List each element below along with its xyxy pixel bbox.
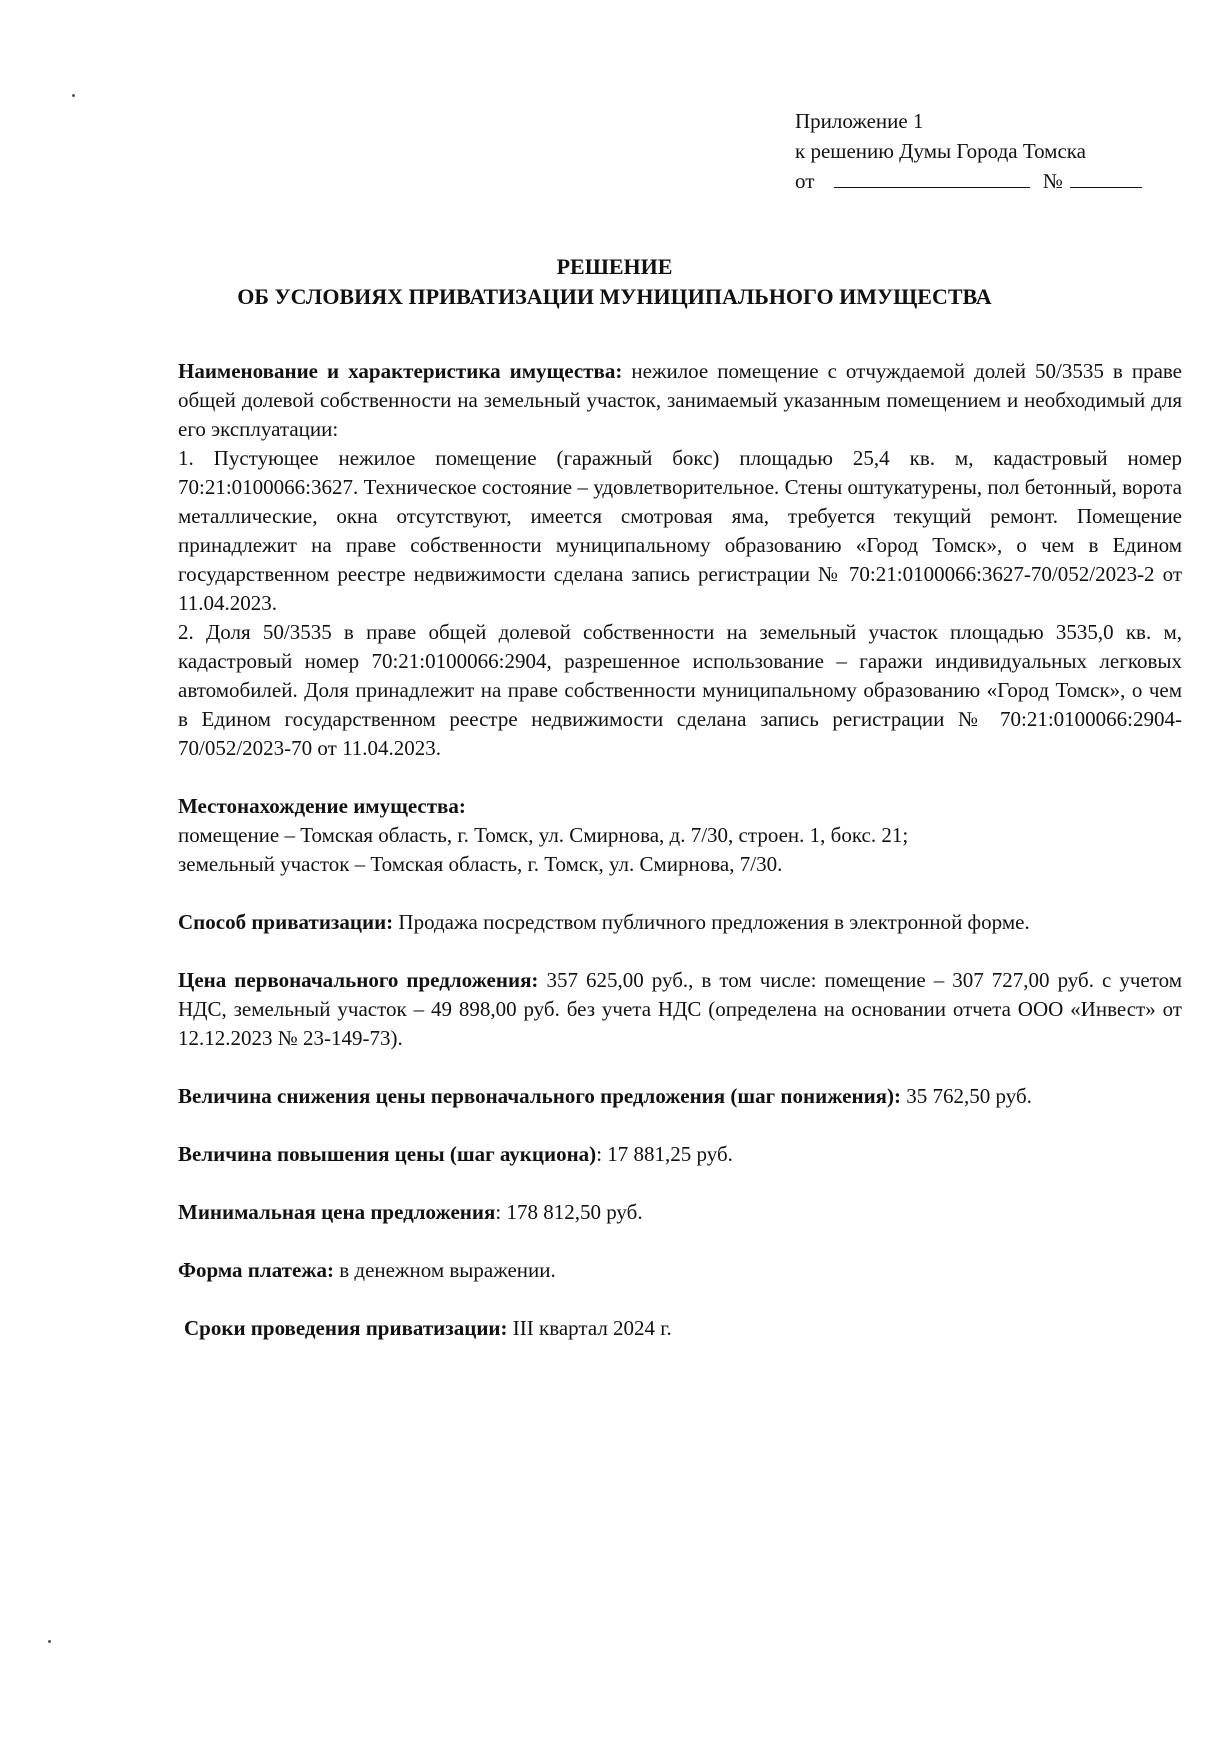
scan-speck — [48, 1640, 51, 1643]
property-intro-text: нежилое помещение с отчуждаемой долей 50/3535 в праве общей долевой собственности на земельный участок, занимаемый указанным помещением и необходимый для его эксплуатации: — [178, 359, 1182, 441]
title-line-1: РЕШЕНИЕ — [556, 254, 673, 279]
from-label: от — [795, 169, 815, 193]
terms-label: Сроки проведения приватизации: — [184, 1316, 508, 1340]
document-body — [178, 357, 1182, 1343]
scan-speck — [72, 94, 75, 97]
location-line-2: земельный участок – Томская область, г. Томск, ул. Смирнова, 7/30. — [178, 852, 783, 876]
appendix-date-line — [795, 166, 1142, 196]
terms-paragraph — [184, 1314, 1182, 1343]
reduction-paragraph — [178, 1082, 1182, 1111]
number-blank — [1070, 167, 1142, 188]
appendix-line: к решению Думы Города Томска — [795, 139, 1086, 163]
date-blank — [834, 167, 1030, 188]
property-item-2: 2. Доля 50/3535 в праве общей долевой собственности на земельный участок площадью 3535,0 кв. м, кадастровый номер 70:21:0100066:2904, разрешенное использование – гаражи индивидуальных легковых автомобилей. Доля принадлежит на праве собственности муниципальному образованию «Город Томск», о чем в Едином государственном реестре недвижимости сделана запись регистрации № 70:21:0100066:2904-70/052/2023-70 от 11.04.2023. — [178, 620, 1182, 760]
minimum-label: Минимальная цена предложения — [178, 1200, 496, 1224]
payment-paragraph — [178, 1256, 1182, 1285]
increase-label: Величина повышения цены (шаг аукциона) — [178, 1142, 597, 1166]
payment-text: в денежном выражении. — [334, 1258, 556, 1282]
reduction-label: Величина снижения цены первоначального предложения (шаг понижения): — [178, 1084, 902, 1108]
increase-text: : 17 881,25 руб. — [596, 1142, 733, 1166]
property-intro — [178, 357, 1182, 444]
minimum-text: : 178 812,50 руб. — [495, 1200, 643, 1224]
minimum-paragraph — [178, 1198, 1182, 1227]
number-label: № — [1042, 169, 1063, 193]
property-item-1: 1. Пустующее нежилое помещение (гаражный бокс) площадью 25,4 кв. м, кадастровый номер 70:21:0100066:3627. Техническое состояние – удовлетворительное. Стены оштукатурены, пол бетонный, ворота металлические, окна отсутствуют, имеется смотровая яма, требуется текущий ремонт. Помещение принадлежит на праве собственности муниципальному образованию «Город Томск», о чем в Едином государственном реестре недвижимости сделана запись регистрации № 70:21:0100066:3627-70/052/2023-2 от 11.04.2023. — [178, 446, 1182, 615]
title-line-2: ОБ УСЛОВИЯХ ПРИВАТИЗАЦИИ МУНИЦИПАЛЬНОГО ИМУЩЕСТВА — [237, 284, 992, 309]
method-paragraph — [178, 908, 1182, 937]
terms-text: III квартал 2024 г. — [507, 1316, 672, 1340]
property-label: Наименование и характеристика имущества: — [178, 359, 623, 383]
increase-paragraph — [178, 1140, 1182, 1169]
reduction-text: 35 762,50 руб. — [901, 1084, 1032, 1108]
location-label: Местонахождение имущества: — [178, 794, 466, 818]
price-label: Цена первоначального предложения: — [178, 968, 539, 992]
appendix-line: Приложение 1 — [795, 109, 924, 133]
document-title — [0, 252, 1229, 312]
method-text: Продажа посредством публичного предложения в электронной форме. — [393, 910, 1030, 934]
price-paragraph — [178, 966, 1182, 1053]
appendix-block — [795, 106, 1142, 196]
payment-label: Форма платежа: — [178, 1258, 335, 1282]
method-label: Способ приватизации: — [178, 910, 394, 934]
price-text: 357 625,00 руб., в том числе: помещение – 307 727,00 руб. с учетом НДС, земельный участок – 49 898,00 руб. без учета НДС (определена на основании отчета ООО «Инвест» от 12.12.2023 № 23-149-73). — [178, 968, 1183, 1050]
location-line-1: помещение – Томская область, г. Томск, ул. Смирнова, д. 7/30, строен. 1, бокс. 21; — [178, 823, 909, 847]
